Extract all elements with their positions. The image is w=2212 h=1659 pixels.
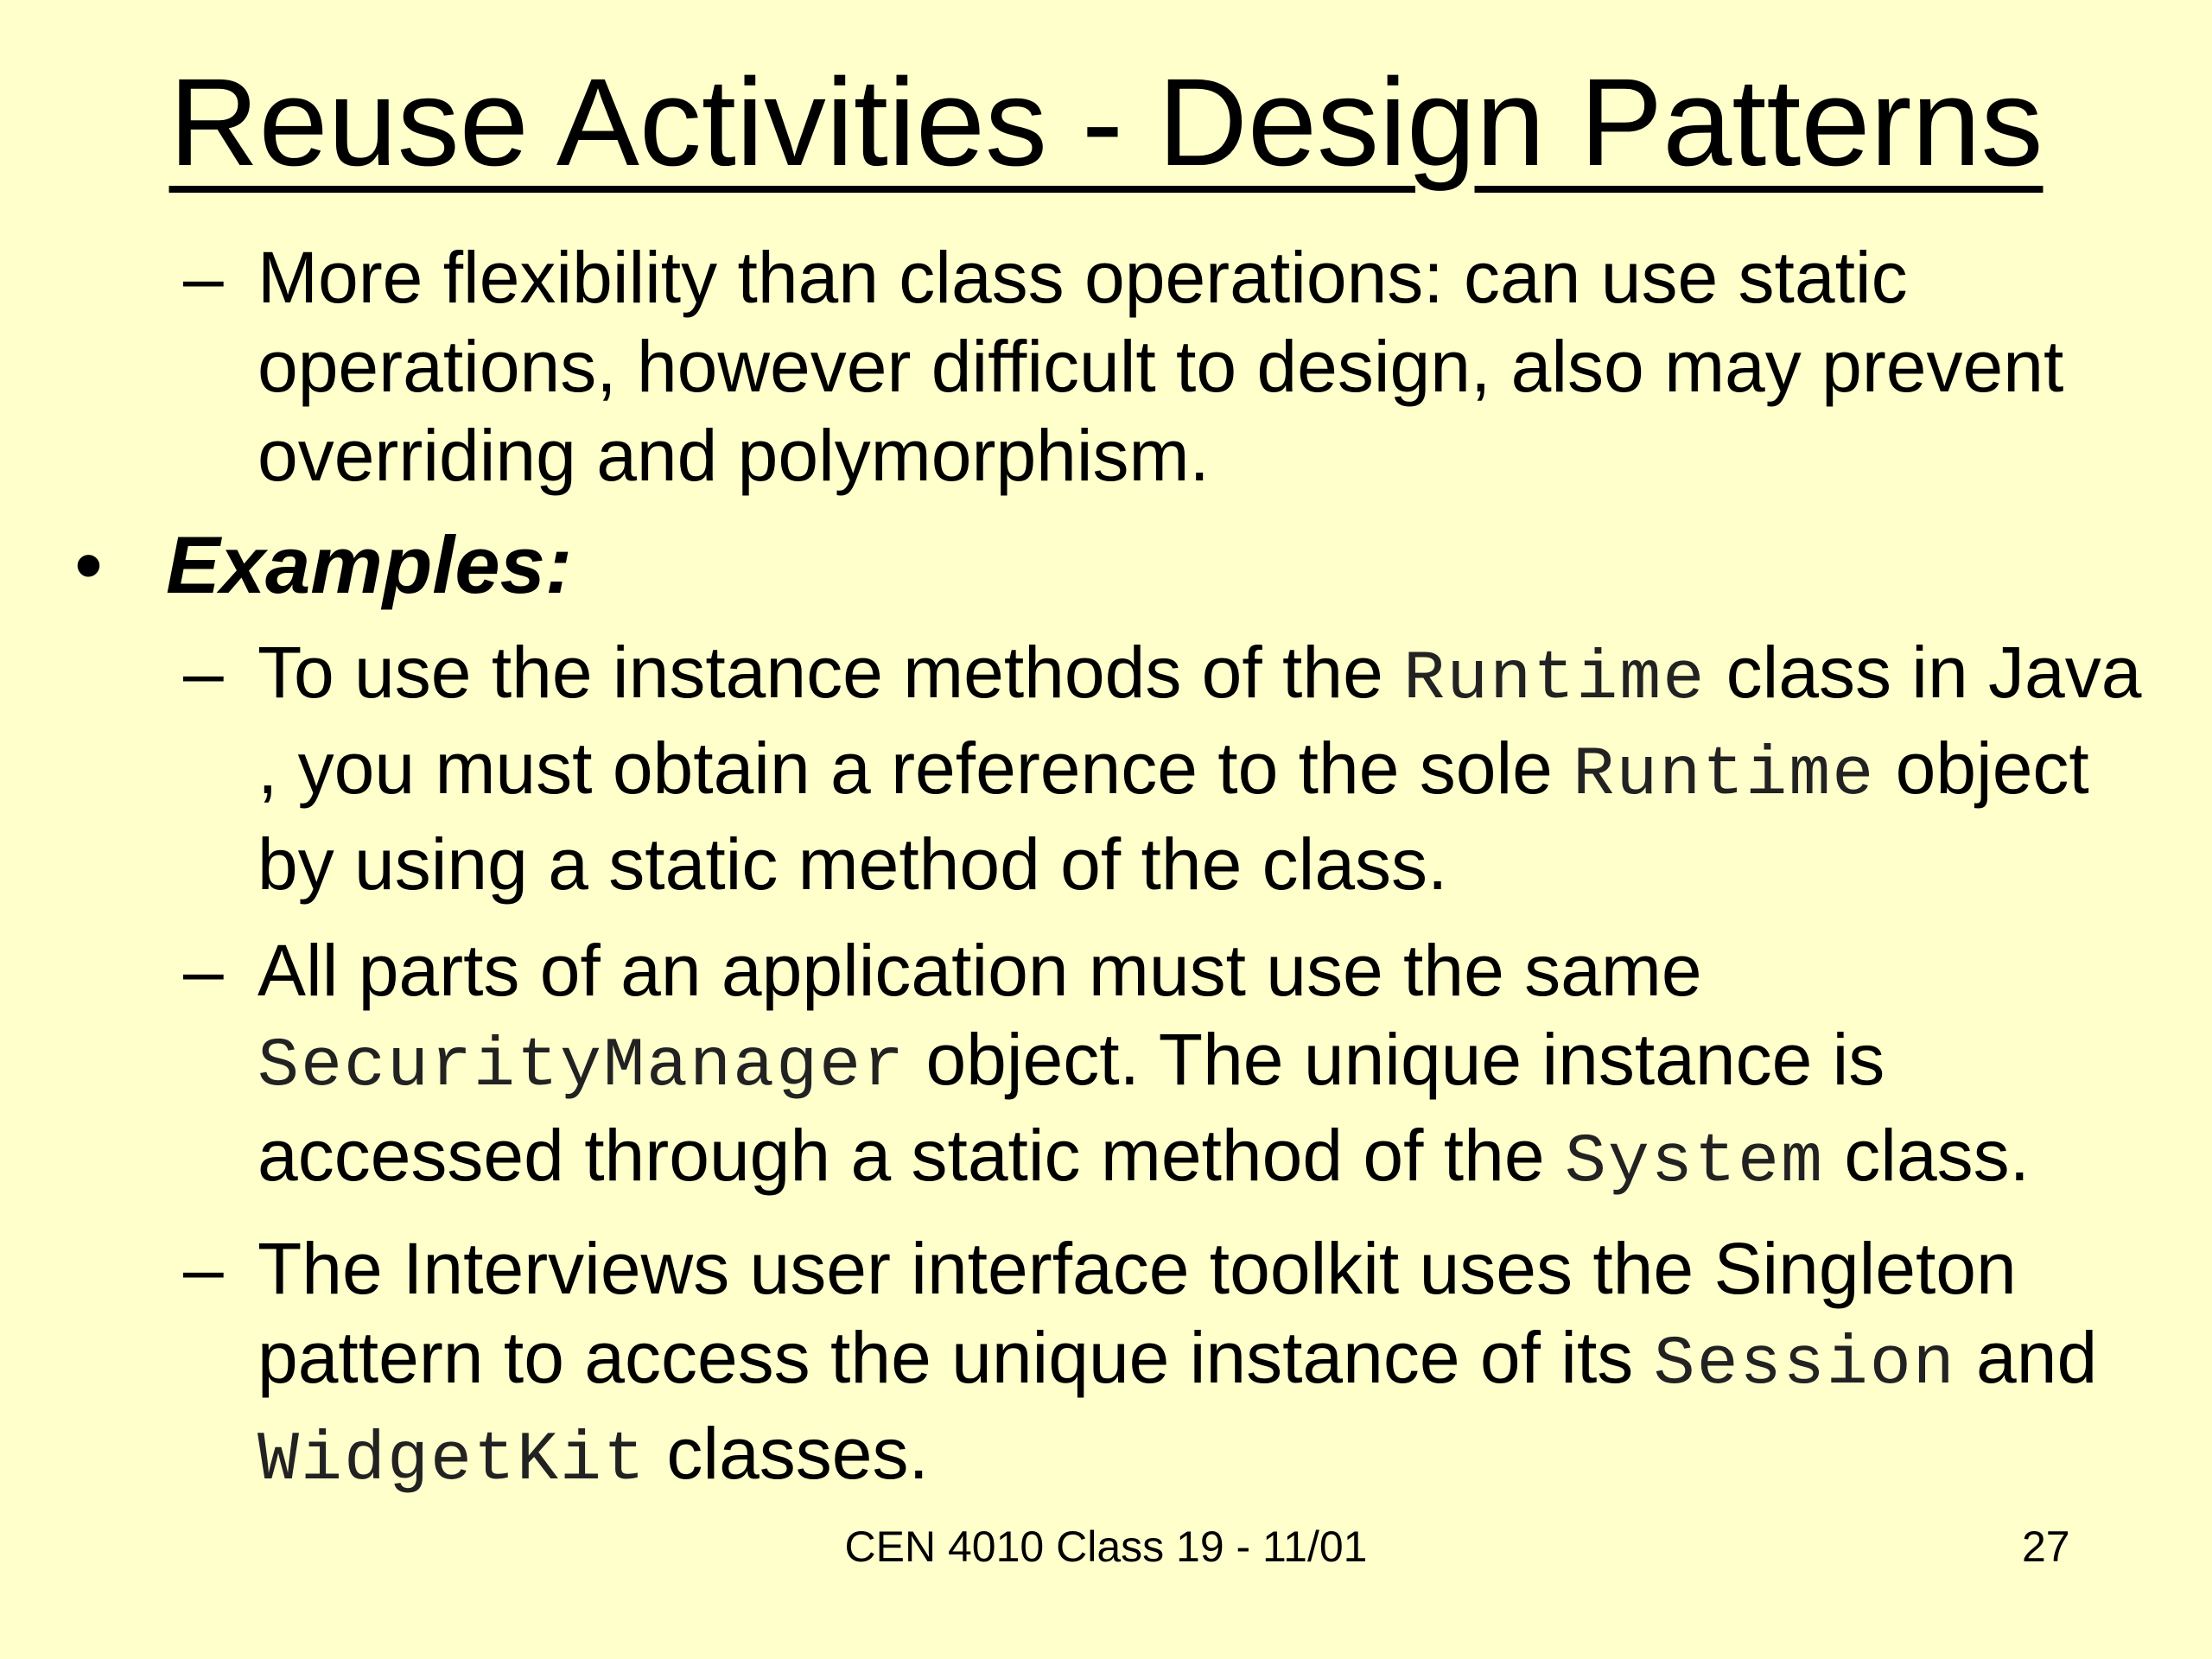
code-widgetkit: WidgetKit (257, 1421, 647, 1500)
item-text: The Interviews user interface toolkit uses the Singleton pattern to access the unique instance of its (257, 1228, 2017, 1398)
item-text: class. (1823, 1115, 2031, 1196)
list-item (0, 233, 2212, 500)
item-text: classes. (646, 1413, 929, 1494)
code-runtime: Runtime (1573, 736, 1876, 815)
code-system: System (1564, 1123, 1824, 1202)
item-text: More flexibility than class operations: can use static operations, however difficult to design, also may prevent overriding and polymorphism. (257, 237, 2064, 496)
item-text: object. The unique instance is accessed through a static method of the (257, 1019, 1885, 1196)
examples-label: Examples: (166, 519, 573, 610)
dash-marker: – (183, 237, 224, 318)
slide-footer: CEN 4010 Class 19 - 11/01 (844, 1522, 1368, 1571)
item-text: To use the instance methods of the (257, 632, 1404, 713)
dash-marker: – (183, 930, 224, 1011)
dash-marker: – (183, 632, 224, 713)
item-text: and (1955, 1317, 2098, 1398)
page-number: 27 (2022, 1522, 2070, 1571)
code-runtime: Runtime (1403, 640, 1707, 719)
code-securitymanager: SecurityManager (257, 1027, 906, 1106)
item-text: All parts of an application must use the same (257, 930, 1702, 1011)
item-text: class in Java , you must obtain a reference to the sole (257, 632, 2142, 809)
slide-body (0, 233, 2212, 1522)
examples-heading (0, 518, 2212, 613)
list-item (0, 926, 2212, 1207)
list-item (0, 1224, 2212, 1505)
list-item (0, 628, 2212, 909)
slide-title: Reuse Activities - Design Patterns (168, 53, 2044, 192)
bullet-marker: • (74, 519, 103, 610)
item-text: object by using a static method of the class. (257, 728, 2089, 905)
code-session: Session (1653, 1325, 1956, 1404)
dash-marker: – (183, 1228, 224, 1309)
